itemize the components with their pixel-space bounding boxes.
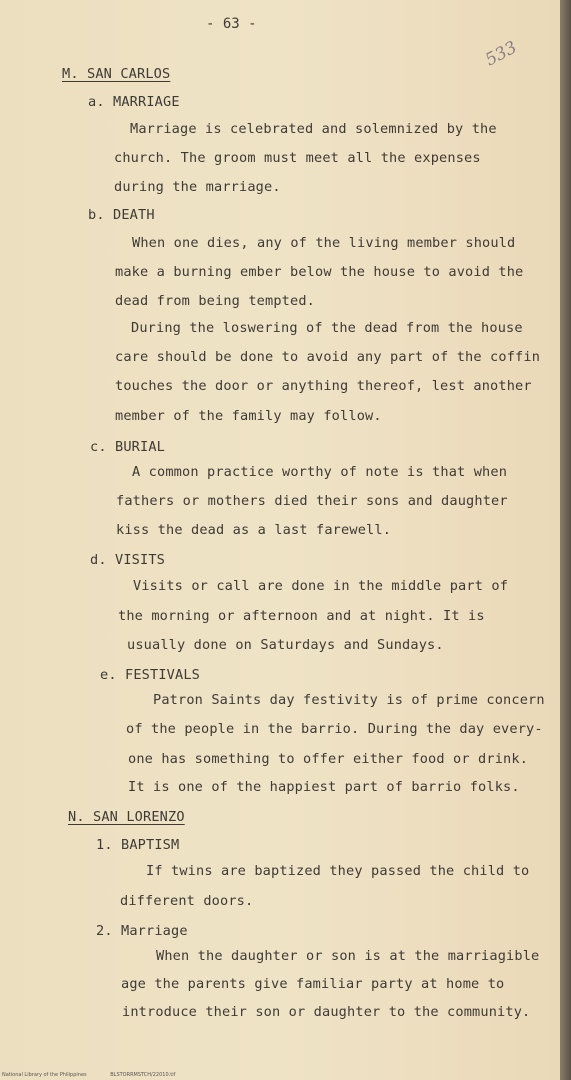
text-line: fathers or mothers died their sons and daughter <box>116 493 508 509</box>
text-line: A common practice worthy of note is that when <box>132 464 508 480</box>
page-number: - 63 - <box>206 16 257 32</box>
text-line: When the daughter or son is at the marriagible <box>156 948 540 964</box>
text-line: It is one of the happiest part of barrio folks. <box>128 779 520 795</box>
item-label-death: b. DEATH <box>88 207 155 223</box>
text-line: During the loswering of the dead from the house <box>131 320 523 336</box>
text-line: introduce their son or daughter to the community. <box>122 1004 531 1020</box>
text-line: touches the door or anything thereof, lest another <box>115 378 532 394</box>
text-line: Patron Saints day festivity is of prime concern <box>153 692 545 708</box>
item-label-visits: d. VISITS <box>90 552 166 568</box>
item-label-burial: c. BURIAL <box>90 439 166 455</box>
item-label-baptism: 1. BAPTISM <box>96 837 180 853</box>
text-line: the morning or afternoon and at night. It is <box>118 608 485 624</box>
page-edge-shadow <box>560 0 571 1080</box>
text-line: dead from being tempted. <box>115 293 316 309</box>
text-line: one has something to offer either food or drink. <box>128 751 529 767</box>
archive-footer <box>2 1072 197 1078</box>
section-heading-n: N. SAN LORENZO <box>68 809 185 825</box>
text-line: church. The groom must meet all the expenses <box>114 150 481 166</box>
text-line: If twins are baptized they passed the child to <box>146 863 530 879</box>
text-line: make a burning ember below the house to avoid the <box>115 264 524 280</box>
text-line: usually done on Saturdays and Sundays. <box>127 637 444 653</box>
footer-library: National Library of the Philippines <box>2 1072 87 1078</box>
text-line: Marriage is celebrated and solemnized by the <box>130 121 497 137</box>
text-line: When one dies, any of the living member should <box>132 235 516 251</box>
text-line: different doors. <box>120 893 254 909</box>
item-label-marriage-2: 2. Marriage <box>96 923 188 939</box>
text-line: of the people in the barrio. During the day every- <box>126 721 543 737</box>
footer-filename: BLSTORRMSTCH/22010.tif <box>110 1072 176 1078</box>
item-label-festivals: e. FESTIVALS <box>100 667 201 683</box>
text-line: member of the family may follow. <box>115 408 382 424</box>
text-line: care should be done to avoid any part of the coffin <box>115 349 541 365</box>
section-heading-m: M. SAN CARLOS <box>62 66 171 82</box>
text-line: Visits or call are done in the middle part of <box>133 578 509 594</box>
text-line: kiss the dead as a last farewell. <box>116 522 392 538</box>
text-line: during the marriage. <box>114 179 281 195</box>
archive-stamp-number: 533 <box>482 37 521 71</box>
text-line: age the parents give familiar party at home to <box>121 976 505 992</box>
item-label-marriage: a. MARRIAGE <box>88 94 180 110</box>
